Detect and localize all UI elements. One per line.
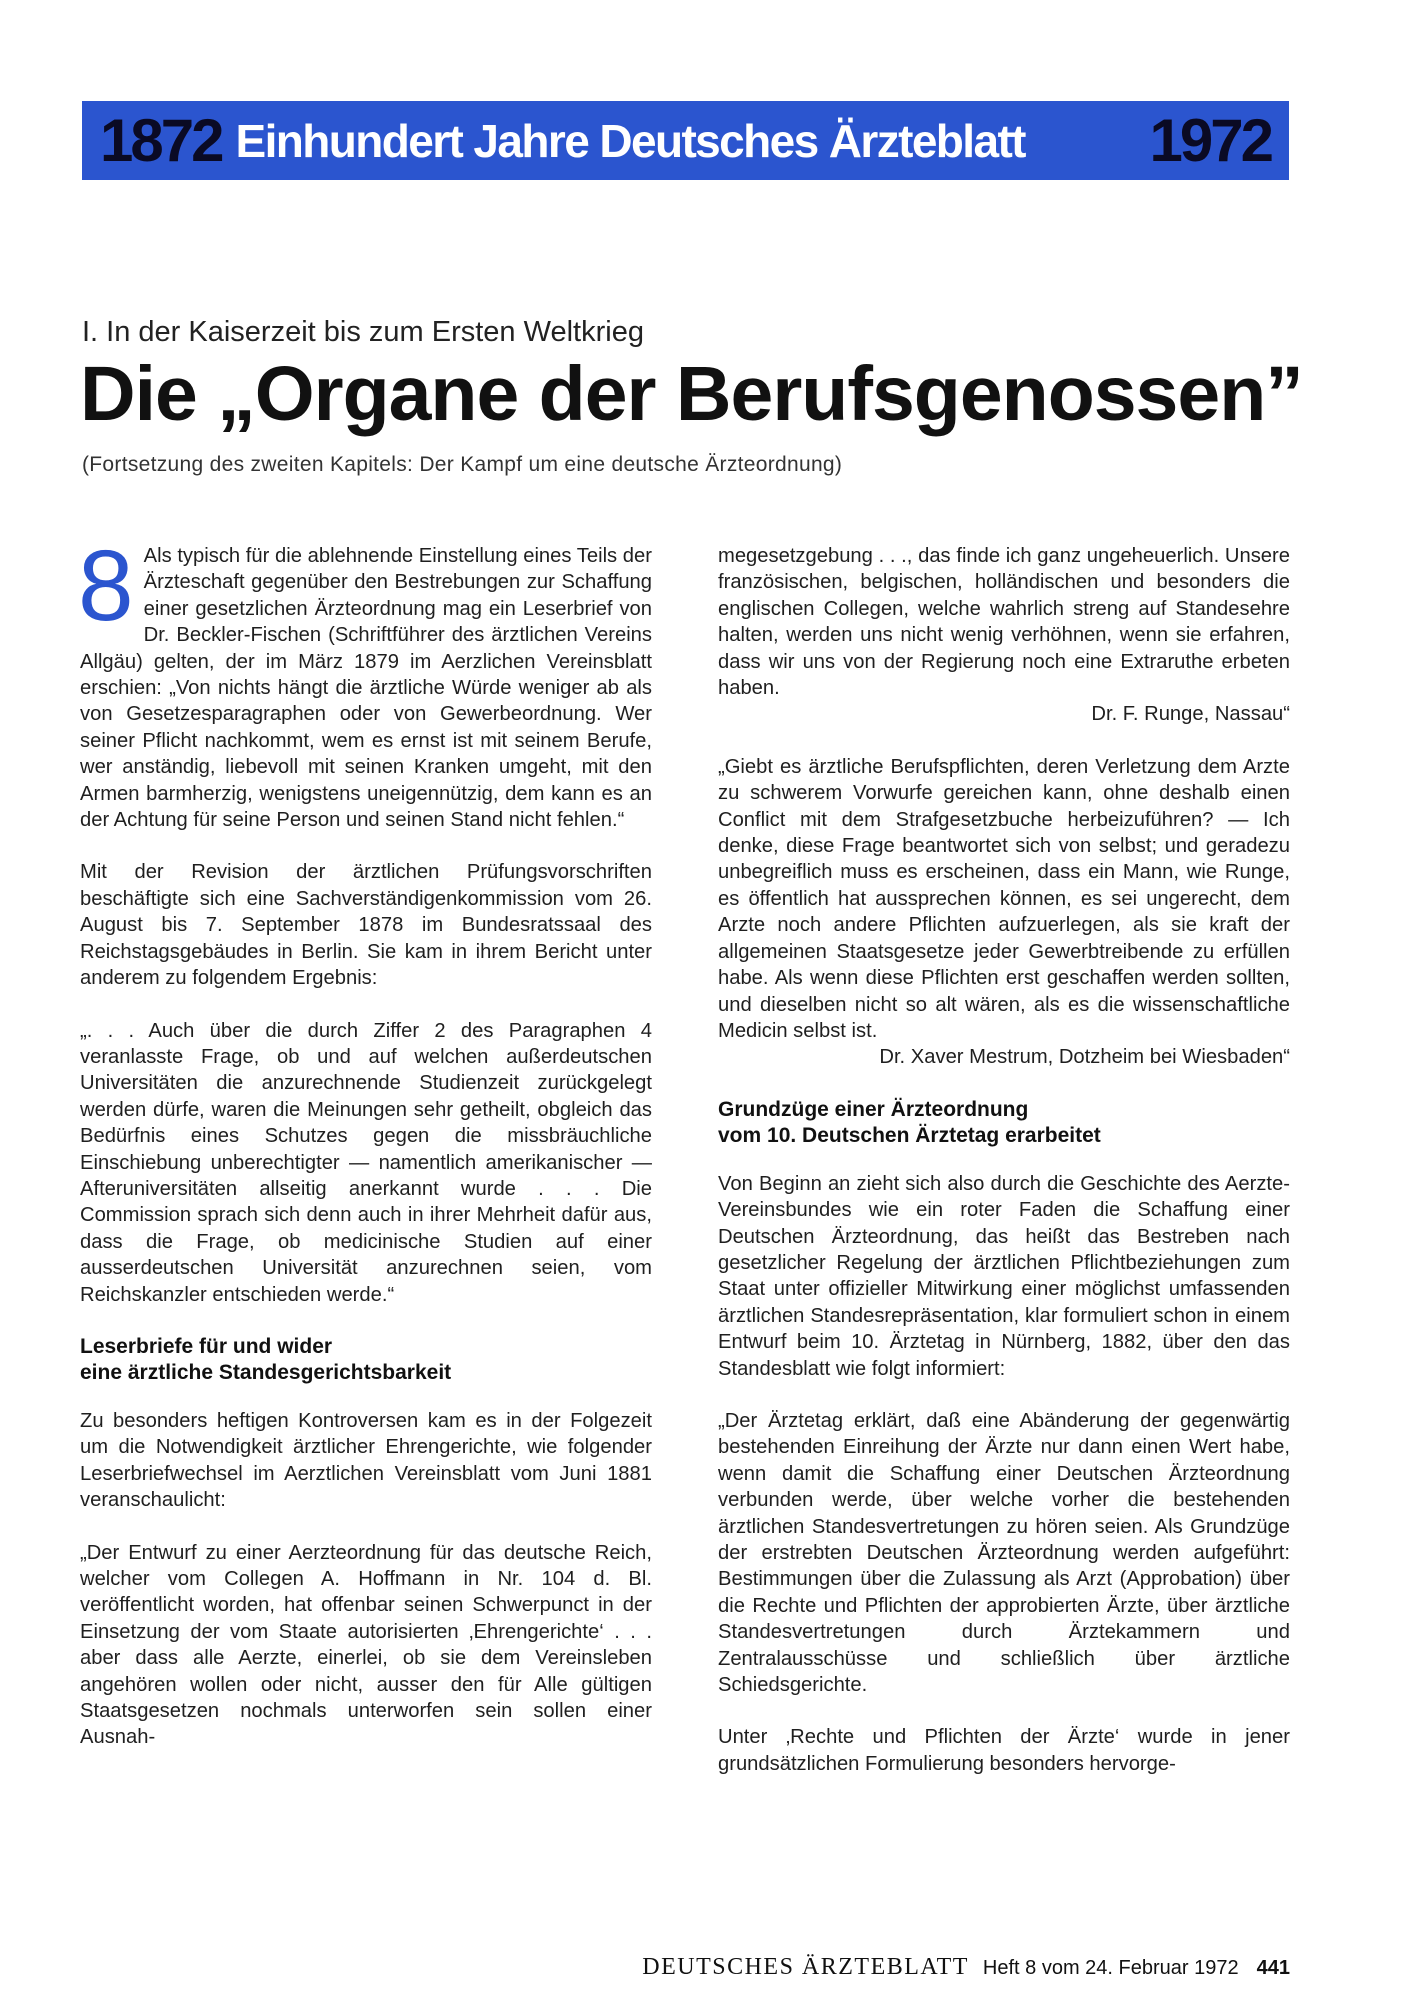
- page-number: 441: [1256, 1957, 1290, 1979]
- article-title: Die „Organe der Berufsgenossen”: [80, 351, 1303, 437]
- right-column: [718, 543, 1290, 1777]
- journal-name: DEUTSCHES ÄRZTEBLATT: [642, 1954, 969, 1980]
- part-number-dropcap: 8: [78, 530, 134, 642]
- paragraph: [78, 530, 652, 833]
- paragraph-text: Als typisch für die ablehnende Einstellung eines Teils der Ärzteschaft gegenüber den Bestrebungen zur Schaffung einer gesetzlichen Ärzteordnung mag ein Leserbrief von Dr. Beckler-Fischen (Schriftführer des ärztlichen Vereins Allgäu) gelten, der im März 1879 im Aerzlichen Vereinsblatt erschien: „Von nichts hängt die ärztliche Würde weniger ab als von Gesetzesparagraphen oder von Gewerbeordnung. Wer seiner Pflicht nachkommt, wem es ernst ist mit seinem Berufe, wer anständig, liebevoll mit seinen Kranken umgeht, mit den Armen barmherzig, wenigstens uneigennützig, dem kann es an der Achtung für seine Person und seinen Stand nicht fehlen.“: [80, 545, 652, 832]
- section-heading-line: Grundzüge einer Ärzteordnung: [718, 1097, 1029, 1121]
- left-column: [78, 530, 652, 1751]
- paragraph: Zu besonders heftigen Kontroversen kam es in der Folgezeit um die Notwendigkeit ärztlicher Ehrengerichte, wie folgender Leserbriefwechsel im Aerztlichen Vereinsblatt vom Juni 1881 veranschaulicht:: [80, 1409, 652, 1512]
- section-heading-line: vom 10. Deutschen Ärztetag erarbeitet: [718, 1123, 1101, 1147]
- letter-signature: Dr. F. Runge, Nassau“: [1091, 703, 1290, 726]
- letter-signature: Dr. Xaver Mestrum, Dotzheim bei Wiesbaden“: [879, 1046, 1290, 1069]
- issue-info: Heft 8 vom 24. Februar 1972: [982, 1957, 1239, 1979]
- centenary-banner: [82, 101, 1289, 180]
- section-heading-line: eine ärztliche Standesgerichtsbarkeit: [80, 1360, 452, 1384]
- banner-year-end: 1972: [1149, 106, 1271, 174]
- page-footer: [530, 1954, 1290, 1981]
- quote-paragraph: „. . . Auch über die durch Ziffer 2 des Paragraphen 4 veranlasste Frage, ob und auf welchen außerdeutschen Universitäten die anzurechnende Studienzeit zurückgelegt werden dürfe, waren die Meinungen sehr getheilt, obgleich das Bedürfnis eines Schutzes gegen die missbräuchliche Einschiebung unberechtigter — namentlich amerikanischer — Afteruniversitäten allseitig anerkannt wurde . . . Die Commission sprach sich denn auch in ihrer Mehrheit dafür aus, dass die Frage, ob medicinische Studien auf einer ausserdeutschen Universität anzurechnen seien, vom Reichskanzler entschieden werde.“: [80, 1019, 652, 1306]
- quote-paragraph: „Der Ärztetag erklärt, daß eine Abänderung der gegenwärtig bestehenden Einreihung der Ärzte nur dann einen Wert habe, wenn damit die Schaffung einer Deutschen Ärzteordnung verbunden werde, über welche vorher die bestehenden ärztlichen Standesvertretungen zu hören seien. Als Grundzüge der erstrebten Deutschen Ärzteordnung werden aufgeführt: Bestimmungen über die Zulassung als Arzt (Approbation) über die Rechte und Pflichten der approbierten Ärzte, über ärztliche Standesvertretungen durch Ärztekammern und Zentralausschüsse und schließlich über ärztliche Schiedsgerichte.: [718, 1409, 1290, 1697]
- section-heading: [80, 1334, 652, 1386]
- paragraph: Unter ‚Rechte und Pflichten der Ärzte‘ wurde in jener grundsätzlichen Formulierung besonders hervorge-: [718, 1726, 1290, 1775]
- paragraph: Von Beginn an zieht sich also durch die Geschichte des Aerzte-Vereinsbundes wie ein roter Faden die Schaffung einer Deutschen Ärzteordnung, das heißt das Bestreben nach gesetzlicher Regelung der ärztlichen Pflichtbeziehungen zum Staat unter offizieller Mitwirkung einer möglichst umfassenden ärztlichen Standesrepräsentation, klar formuliert schon in einem Entwurf beim 10. Ärztetag in Nürnberg, 1882, über den das Standesblatt wie folgt informiert:: [718, 1172, 1290, 1380]
- quote-paragraph: „Der Entwurf zu einer Aerzteordnung für das deutsche Reich, welcher vom Collegen A. Hoffmann in Nr. 104 d. Bl. veröffentlicht worden, hat offenbar seinen Schwerpunct in der Einsetzung der vom Staate autorisierten ‚Ehrengerichte‘ . . . aber dass alle Aerzte, einerlei, ob sie dem Vereinsleben angehören wollen oder nicht, ausser den für Alle gültigen Staatsgesetzen nochmals unterworfen sein sollen einer Ausnah-: [80, 1541, 652, 1749]
- section-heading-line: Leserbriefe für und wider: [80, 1334, 333, 1358]
- quote-paragraph: [718, 754, 1290, 1071]
- banner-title: Einhundert Jahre Deutsches Ärzteblatt: [235, 114, 1025, 167]
- section-heading: [718, 1097, 1290, 1149]
- quote-paragraph: [718, 543, 1290, 728]
- section-subheading: I. In der Kaiserzeit bis zum Ersten Weltkrieg: [82, 316, 644, 348]
- continuation-note: (Fortsetzung des zweiten Kapitels: Der Kampf um eine deutsche Ärzteordnung): [82, 453, 843, 476]
- paragraph: Mit der Revision der ärztlichen Prüfungsvorschriften beschäftigte sich eine Sachverständigenkommission vom 26. August bis 7. September 1878 im Bundesratssaal des Reichstagsgebäudes in Berlin. Sie kam in ihrem Bericht unter anderem zu folgendem Ergebnis:: [80, 861, 652, 990]
- banner-year-start: 1872: [100, 106, 222, 174]
- paragraph-text: megesetzgebung . . ., das finde ich ganz ungeheuerlich. Unsere französischen, belgischen, holländischen und besonders die englischen Collegen, welche wahrlich streng auf Standesehre halten, werden uns nicht wenig verhöhnen, wenn sie erfahren, dass wir uns von der Regierung noch eine Extraruthe erbeten haben.: [718, 545, 1290, 700]
- paragraph-text: „Giebt es ärztliche Berufspflichten, deren Verletzung dem Arzte zu schwerem Vorwurfe gereichen kann, ohne deshalb einen Conflict mit dem Strafgesetzbuche herbeizuführen? — Ich denke, diese Frage beantwortet sich von selbst; und geradezu unbegreiflich muss es erscheinen, dass ein Mann, wie Runge, es öffentlich hat aussprechen können, es sei ungerecht, dem Arzte noch andere Pflichten aufzuerlegen, als sie kraft der allgemeinen Staatsgesetze jeder Gewerbtreibende zu erfüllen habe. Als wenn diese Pflichten erst geschaffen werden sollten, und dieselben nicht so alt wären, als es die wissenschaftliche Medicin selbst ist.: [718, 755, 1290, 1042]
